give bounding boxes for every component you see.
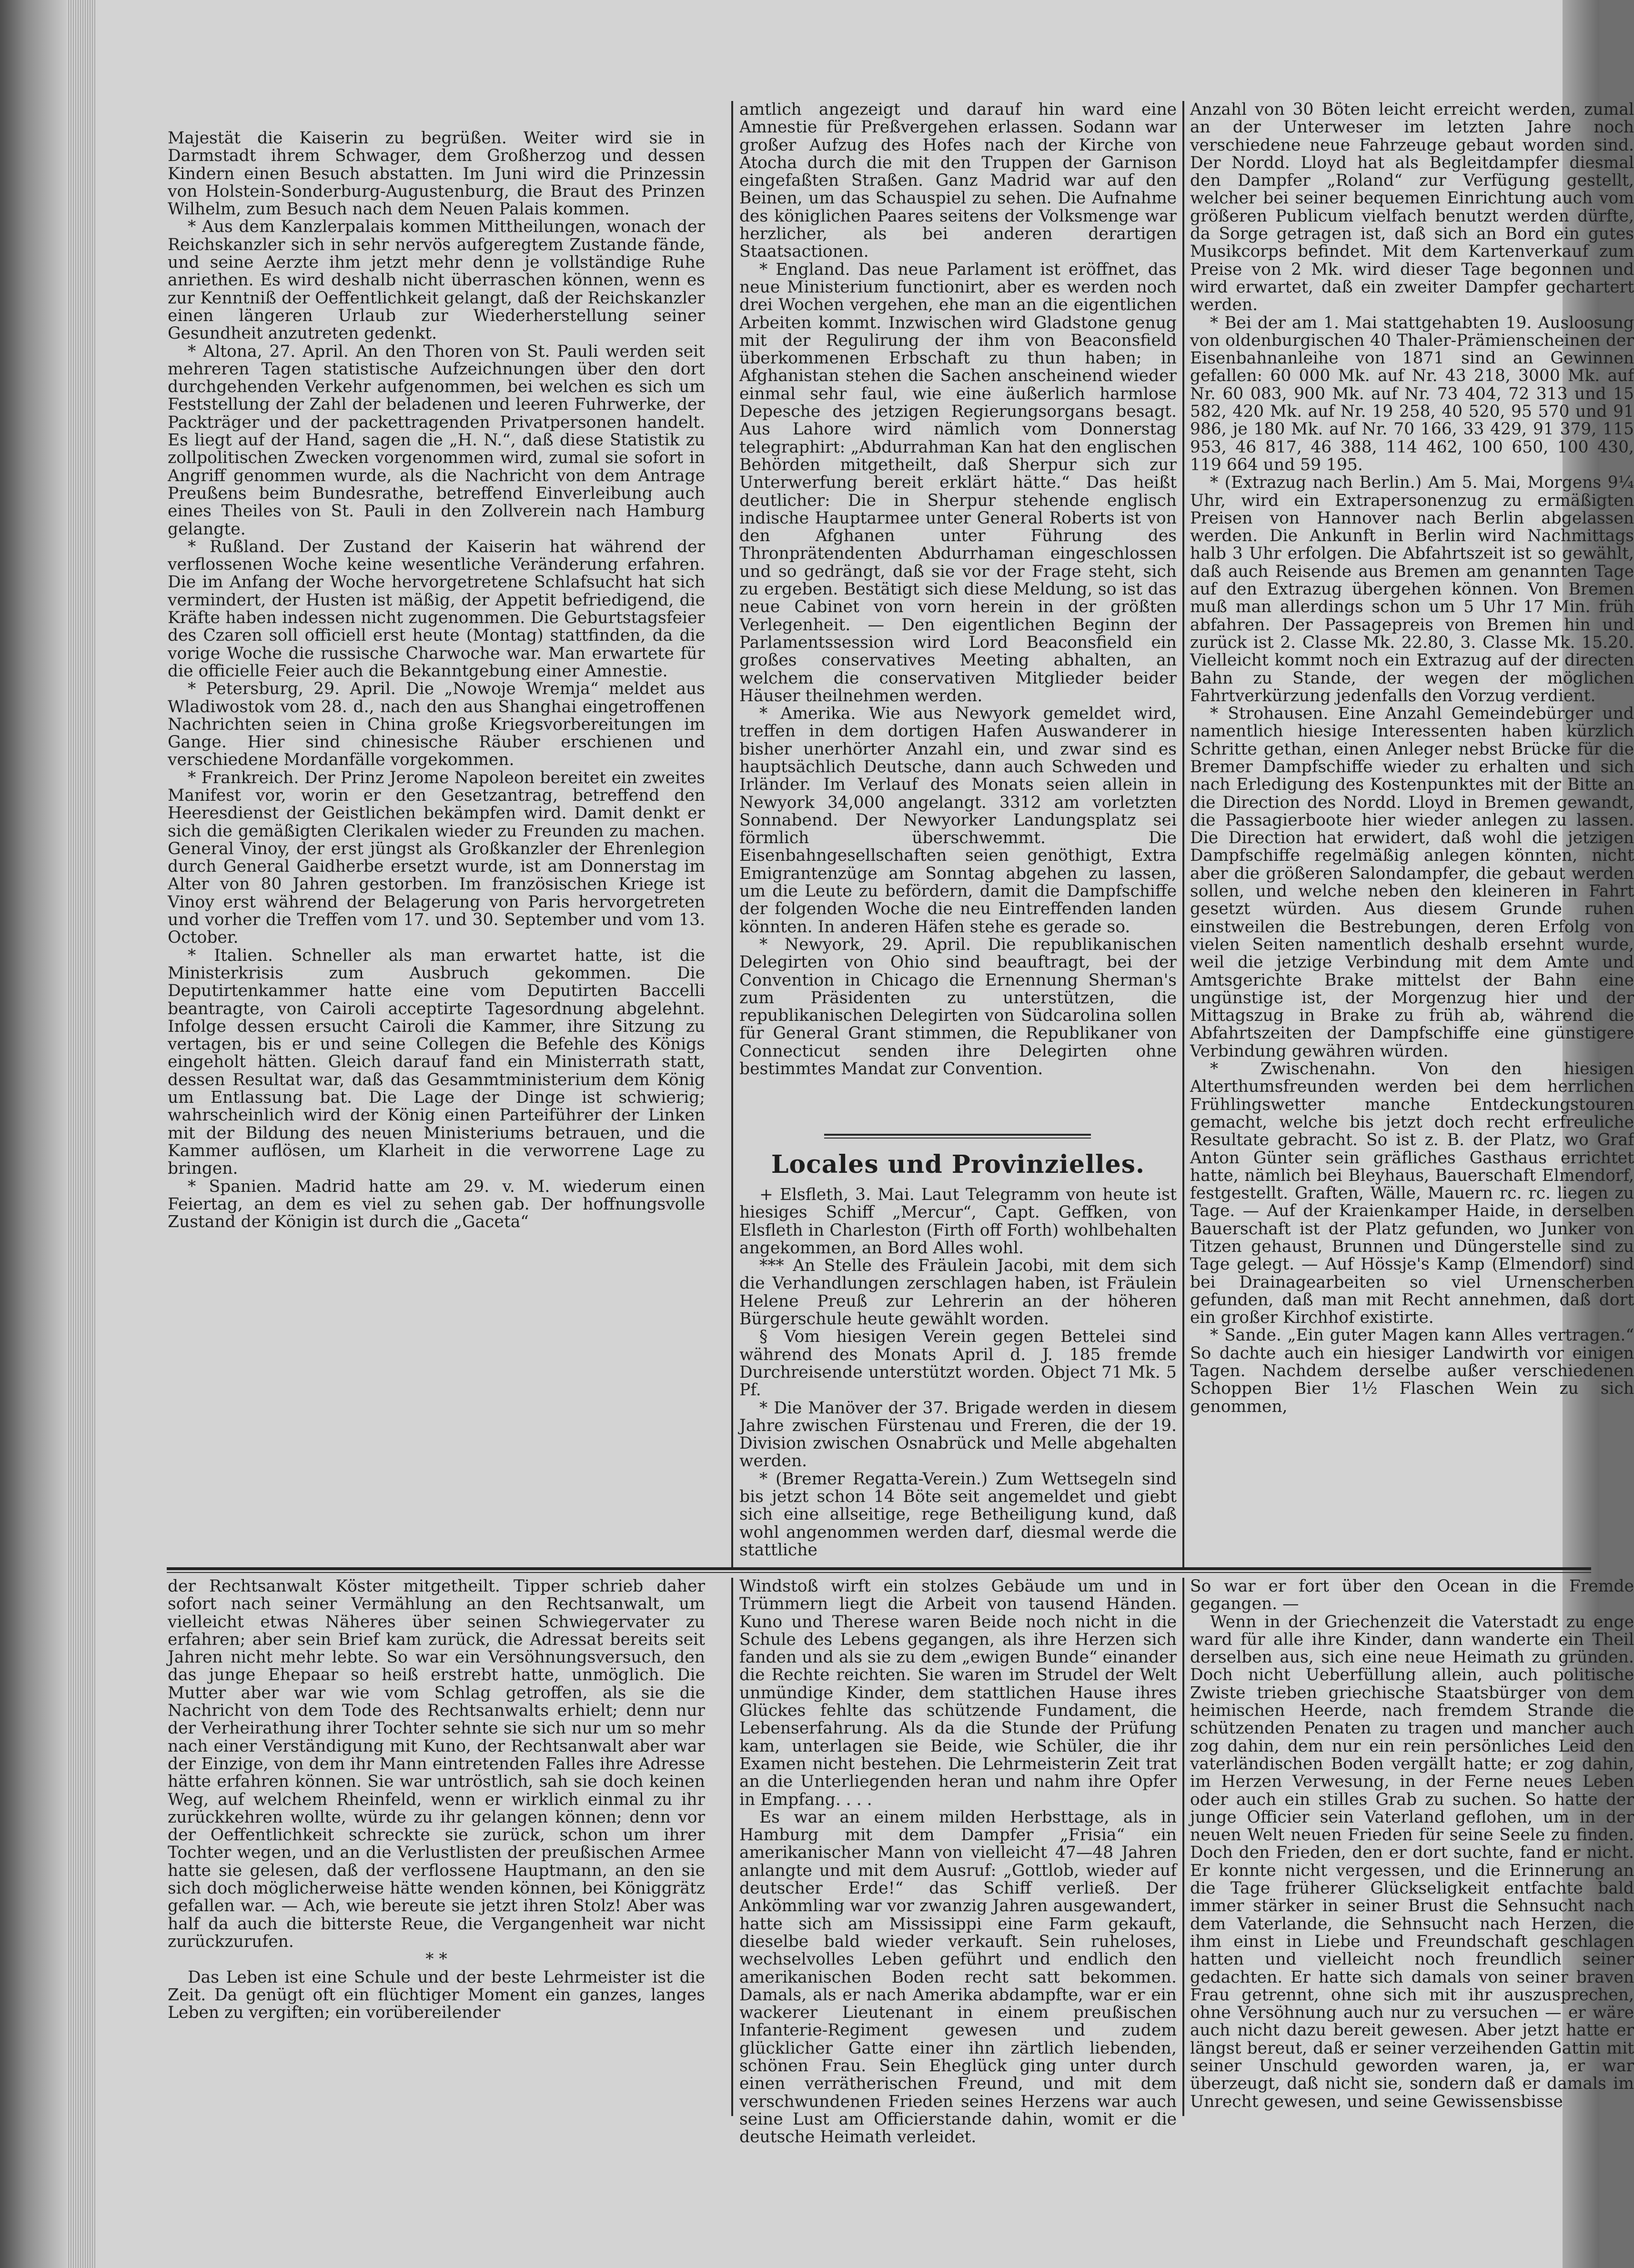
- article-paragraph: * Die Manöver der 37. Brigade werden in diesem Jahre zwischen Fürstenau und Freren, die der 19. Division zwischen Osnabrück und Melle abgehalten werden.: [739, 1398, 1177, 1471]
- article-paragraph: * England. Das neue Parlament ist eröffnet, das neue Ministerium functionirt, aber es werden noch drei Wochen vergehen, ehe man an die eigentlichen Arbeiten kommt. Inzwischen wird Gladstone genug mit der Regulirung der ihm von Beaconsfield überkommenen Erbschaft zu thun haben; in Afghanistan stehen die Sachen anscheinend wieder einmal sehr faul, wie eine äußerlich harmlose Depesche des jetzigen Regierungsorgans besagt. Aus Lahore wird nämlich vom Donnerstag telegraphirt: „Abdurrahman Kan hat den englischen Behörden mitgetheilt, daß Sherpur sich zur Unterwerfung bereit erklärt hätte.“ Das heißt deutlicher: Die in Sherpur stehende englisch indische Hauptarmee unter General Roberts ist von den Afghanen unter Führung des Thronprätendenten Abdurrhaman eingeschlossen und so gedrängt, daß sie vor der Frage steht, sich zu ergeben. Bestätigt sich diese Meldung, so ist das neue Cabinet von vorn herein in der größten Verlegenheit. — Den eigentlichen Beginn der Parlamentssession wird Lord Beaconsfield ein großes conservatives Meeting abhalten, an welchem die conservativen Mitglieder beider Häuser theilnehmen werden.: [739, 260, 1177, 706]
- column-rule: [731, 1578, 733, 2116]
- article-paragraph: * Rußland. Der Zustand der Kaiserin hat während der verflossenen Woche keine wesentliche Veränderung erfahren. Die im Anfang der Woche hervorgetretene Schlafsucht hat sich vermindert, der Husten ist mäßig, der Appetit befriedigend, die Kräfte haben indessen nicht zugenommen. Die Geburtstagsfeier des Czaren soll officiell erst heute (Montag) stattfinden, da die vorige Woche die russische Charwoche war. Man erwartete für die officielle Feier auch die Bekanntgebung einer Amnestie.: [168, 537, 705, 681]
- feuilleton-divider: [167, 1567, 1591, 1570]
- article-paragraph: * Frankreich. Der Prinz Jerome Napoleon bereitet ein zweites Manifest vor, worin er den Gesetzantrag, betreffend den Heeresdienst der Geistlichen bekämpfen wird. Damit denkt er sich die gemäßigten Clerikalen wieder zu Freunden zu machen. General Vinoy, der erst jüngst als Großkanzler der Ehrenlegion durch General Gaidherbe ersetzt wurde, ist am Donnerstag im Alter von 80 Jahren gestorben. Im französischen Kriege ist Vinoy erst während der Belagerung von Paris hervorgetreten und vorher die Treffen vom 17. und 30. September und vom 13. October.: [168, 768, 705, 948]
- column-rule: [1182, 101, 1184, 1568]
- story-paragraph: Wenn in der Griechenzeit die Vaterstadt zu enge ward für alle ihre Kinder, dann wanderte ein Theil derselben aus, sich eine neue Heimath zu gründen. Doch nicht Ueberfüllung allein, auch politische Zwiste trieben griechische Staatsbürger von dem heimischen Heerde, nach fremdem Strande die schützenden Penaten zu tragen und mancher auch zog dahin, dem nur ein rein persönliches Leid den vaterländischen Boden vergällt hatte; er zog dahin, im Herzen Verwesung, in der Ferne neues Leben oder auch ein stilles Grab zu suchen. So hatte der junge Officier sein Vaterland geflohen, um in der neuen Welt neuen Frieden für seine Seele zu finden. Doch den Frieden, den er dort suchte, fand er nicht. Er konnte nicht vergessen, und die Erinnerung an die Tage früherer Glückseligkeit entfachte bald immer stärker in seiner Brust die Sehnsucht nach dem Vaterlande, die Sehnsucht nach Herzen, die ihm einst in Liebe und Freundschaft geschlagen hatten und vielleicht noch freundlich seiner gedachten. Er hatte sich damals von seiner braven Frau getrennt, ohne sich mit ihr auszusprechen, ohne Versöhnung auch nur zu versuchen — er wäre auch nicht dazu bereit gewesen. Aber jetzt hatte er längst bereut, daß er seiner verzeihenden Gattin mit seiner Unschuld geworden waren, ja, er war überzeugt, daß nicht sie, sondern daß er damals im Unrecht gewesen, und seine Gewissensbisse: [1190, 1612, 1634, 2111]
- column-rule: [1182, 1578, 1184, 2116]
- article-paragraph: § Vom hiesigen Verein gegen Bettelei sind während des Monats April d. J. 185 fremde Durchreisende unterstützt worden. Object 71 Mk. 5 Pf.: [739, 1327, 1177, 1400]
- article-paragraph: Anzahl von 30 Böten leicht erreicht werden, zumal an der Unterweser im letzten Jahre noch verschiedene neue Fahrzeuge gebaut worden sind. Der Nordd. Lloyd hat als Begleitdampfer diesmal den Dampfer „Roland“ zur Verfügung gestellt, welcher bei seiner bequemen Einrichtung auch vom größeren Publicum vielfach benutzt werden dürfte, da Sorge getragen ist, daß sich an Bord ein gutes Musikcorps befindet. Mit dem Kartenverkauf zum Preise von 2 Mk. wird dieser Tage begonnen und wird erwartet, daß ein zweiter Dampfer gechartert werden.: [1190, 100, 1634, 315]
- feuilleton-column-3: [1190, 1578, 1634, 2116]
- article-paragraph: * Aus dem Kanzlerpalais kommen Mittheilungen, wonach der Reichskanzler sich in sehr nervös aufgeregtem Zustande fände, und seine Aerzte ihm jetzt mehr denn je vollständige Ruhe anriethen. Es wird deshalb nicht überraschen können, wenn es zur Kenntniß der Oeffentlichkeit gelangt, daß der Reichskanzler einen längeren Urlaub zur Wiederherstellung seiner Gesundheit anzutreten gedenkt.: [168, 217, 705, 343]
- article-paragraph: * Spanien. Madrid hatte am 29. v. M. wiederum einen Feiertag, an dem es viel zu sehen gab. Der hoffnungsvolle Zustand der Königin ist durch die „Gaceta“: [168, 1177, 705, 1232]
- article-paragraph: * Altona, 27. April. An den Thoren von St. Pauli werden seit mehreren Tagen statistische Aufzeichnungen über den dort durchgehenden Verkehr aufgenommen, bei welchen es sich um Feststellung der Zahl der beladenen und leeren Fuhrwerke, der Packträger und der packettragenden Privatpersonen handelt. Es liegt auf der Hand, sagen die „H. N.“, daß diese Statistik zu zollpolitischen Zwecken vorgenommen wird, zumal sie sofort in Angriff genommen wurde, als die Nachricht von dem Antrage Preußens beim Bundesrathe, betreffend Einverleibung auch eines Theiles von St. Pauli in den Zollverein nach Hamburg gelangte.: [168, 342, 705, 539]
- article-paragraph: * Strohausen. Eine Anzahl Gemeindebürger und namentlich hiesige Interessenten haben kürzlich Schritte gethan, einen Anleger nebst Brücke für die Bremer Dampfschiffe wieder zu erhalten und sich nach Erledigung des Kostenpunktes mit der Bitte an die Direction des Nordd. Lloyd in Bremen gewandt, die Passagierboote hier wieder anlegen zu lassen. Die Direction hat erwidert, daß wohl die jetzigen Dampfschiffe regelmäßig anlegen könnten, nicht aber die größeren Salondampfer, die gebaut werden sollen, und welche neben den kleineren in Fahrt gesetzt würden. Aus diesem Grunde ruhen einstweilen die Bestrebungen, deren Erfolg von vielen Seiten namentlich deshalb ersehnt wurde, weil die jetzige Verbindung mit dem Amte und Amtsgerichte Brake mittelst der Bahn eine ungünstige ist, der Morgenzug hier und der Mittagszug in Brake zu früh ab, während die Abfahrtszeiten der Dampfschiffe eine günstigere Verbindung gewähren würden.: [1190, 704, 1634, 1061]
- article-paragraph: * Amerika. Wie aus Newyork gemeldet wird, treffen in dem dortigen Hafen Auswanderer in bisher unerhörter Anzahl ein, und zwar sind es hauptsächlich Deutsche, dann auch Schweden und Irländer. Im Verlauf des Monats seien allein in Newyork 34,000 angelangt. 3312 am vorletzten Sonnabend. Der Newyorker Landungsplatz sei förmlich überschwemmt. Die Eisenbahngesellschaften seien genöthigt, Extra Emigrantenzüge am Sonntag abgehen zu lassen, um die Leute zu befördern, damit die Dampfschiffe der folgenden Woche die neu Eintreffenden landen könnten. In anderen Häfen stehe es gerade so.: [739, 704, 1177, 937]
- article-paragraph: * (Extrazug nach Berlin.) Am 5. Mai, Morgens 9¼ Uhr, wird ein Extrapersonenzug zu ermäßigten Preisen von Hannover nach Berlin abgelassen werden. Die Ankunft in Berlin wird Nachmittags halb 3 Uhr erfolgen. Die Abfahrtszeit ist so gewählt, daß auch Reisende aus Bremen am genannten Tage auf den Extrazug übergehen können. Von Bremen muß man allerdings schon um 5 Uhr 17 Min. früh abfahren. Der Passagepreis von Bremen hin und zurück ist 2. Classe Mk. 22.80, 3. Classe Mk. 15.20. Vielleicht kommt noch ein Extrazug auf der directen Bahn zu Stande, der wegen der möglichen Fahrtverkürzung jedenfalls den Vorzug verdient.: [1190, 473, 1634, 706]
- news-column-3: [1190, 101, 1634, 1564]
- article-paragraph: * Petersburg, 29. April. Die „Nowoje Wremja“ meldet aus Wladiwostok vom 28. d., nach den aus Shanghai eingetroffenen Nachrichten seien in China große Kriegsvorbereitungen im Gange. Hier sind chinesische Räuber erschienen und verschiedene Mordanfälle vorgekommen.: [168, 679, 705, 770]
- story-paragraph: der Rechtsanwalt Köster mitgetheilt. Tipper schrieb daher sofort nach seiner Vermählung an den Rechtsanwalt, um vielleicht etwas Näheres über seinen Schwiegervater zu erfahren; aber sein Brief kam zurück, die Adressat bereits seit Jahren nicht mehr lebte. So war ein Versöhnungsversuch, den das junge Ehepaar so heiß erstrebt hatte, unmöglich. Die Mutter aber war wie vom Schlag getroffen, als sie die Nachricht von dem Tode des Rechtsanwalts erhielt; denn nur der Verheirathung ihrer Tochter sehnte sie sich nur um so mehr nach einer Verständigung mit Kuno, der Rechtsanwalt aber war der Einzige, von dem ihr Mann eintretenden Falles ihre Adresse hätte erfahren können. Sie war untröstlich, sah sie doch keinen Weg, auf welchem Rheinfeld, wenn er wirklich einmal zu ihr zurückkehren wollte, würde zu ihr gelangen können; denn vor der Oeffentlichkeit schreckte sie zurück, schon um ihrer Tochter wegen, und an die Verlustlisten der preußischen Armee hatte sie gelesen, daß der verflossene Hauptmann, an den sie sich doch möglicherweise hätte wenden können, bei Königgrätz gefallen war. — Ach, wie bereute sie jetzt ihren Stolz! Aber was half da auch die bitterste Reue, die Vergangenheit war nicht zurückzurufen.: [168, 1577, 705, 1951]
- article-paragraph: + Elsfleth, 3. Mai. Laut Telegramm von heute ist hiesiges Schiff „Mercur“, Capt. Geffken, von Elsfleth in Charleston (Firth off Forth) wohlbehalten angekommen, an Bord Alles wohl.: [739, 1185, 1177, 1258]
- newspaper-page: [95, 0, 1634, 2268]
- story-paragraph: Das Leben ist eine Schule und der beste Lehrmeister ist die Zeit. Da genügt oft ein flüchtiger Moment ein ganzes, langes Leben zu vergiften; ein vorübereilender: [168, 1967, 705, 2023]
- story-paragraph: So war er fort über den Ocean in die Fremde gegangen. —: [1190, 1577, 1634, 1614]
- article-paragraph: * Zwischenahn. Von den hiesigen Alterthumsfreunden werden bei dem herrlichen Frühlingswetter manche Entdeckungstouren gemacht, welche bis jetzt doch recht erfreuliche Resultate gebracht. So ist z. B. der Platz, wo Graf Anton Günter sein gräfliches Gasthaus errichtet hatte, nämlich bei Bleyhaus, Bauerschaft Elmendorf, festgestellt. Graften, Wälle, Mauern rc. rc. liegen zu Tage. — Auf der Kraienkamper Haide, in derselben Bauerschaft ist der Platz gefunden, wo Junker von Titzen gehaust, Brunnen und Düngerstelle sind zu Tage gelegt. — Auf Hössje's Kamp (Elmendorf) sind bei Drainagearbeiten so viel Urnenscherben gefunden, daß man mit Recht annehmen, daß dort ein großer Kirchhof existirte.: [1190, 1059, 1634, 1328]
- article-paragraph: * Bei der am 1. Mai stattgehabten 19. Ausloosung von oldenburgischen 40 Thaler-Prämienscheinen der Eisenbahnanleihe von 1871 sind an Gewinnen gefallen: 60 000 Mk. auf Nr. 43 218, 3000 Mk. auf Nr. 60 083, 900 Mk. auf Nr. 73 404, 72 313 und 15 582, 420 Mk. auf Nr. 19 258, 40 520, 95 570 und 91 986, je 180 Mk. auf Nr. 70 166, 33 429, 91 379, 115 953, 46 817, 46 388, 114 462, 100 650, 100 430, 119 664 und 59 195.: [1190, 313, 1634, 474]
- article-paragraph: amtlich angezeigt und darauf hin ward eine Amnestie für Preßvergehen erlassen. Sodann war großer Aufzug des Hofes nach der Kirche von Atocha durch die mit den Truppen der Garnison eingefaßten Straßen. Ganz Madrid war auf den Beinen, um das Schauspiel zu sehen. Die Aufnahme des königlichen Paares seitens der Volksmenge war herzlicher, als bei anderen derartigen Staatsactionen.: [739, 100, 1177, 262]
- asterism: * *: [425, 1950, 447, 1969]
- section-heading: Locales und Provinzielles.: [771, 1150, 1145, 1179]
- news-column-2: [739, 101, 1177, 1120]
- article-paragraph: *** An Stelle des Fräulein Jacobi, mit dem sich die Verhandlungen zerschlagen haben, ist Fräulein Helene Preuß zur Lehrerin an der höheren Bürgerschule heute gewählt worden.: [739, 1256, 1177, 1329]
- section-divider: [824, 1134, 1091, 1136]
- feuilleton-divider: [167, 1572, 1591, 1573]
- local-news-column: [739, 1186, 1177, 1567]
- column-rule: [731, 101, 733, 1568]
- book-spine: [0, 0, 67, 2268]
- article-paragraph: * (Bremer Regatta-Verein.) Zum Wettsegeln sind bis jetzt schon 14 Böte seit angemeldet und giebt sich eine allseitige, rege Betheiligung kund, daß wohl angenommen werden darf, diesmal werde die stattliche: [739, 1469, 1177, 1560]
- feuilleton-column-1: [168, 1578, 705, 2116]
- feuilleton-column-2: [739, 1577, 1177, 2147]
- article-paragraph: * Sande. „Ein guter Magen kann Alles vertragen.“ So dachte auch ein hiesiger Landwirth vor einigen Tagen. Nachdem derselbe außer verschiedenen Schoppen Bier 1½ Flaschen Wein zu sich genommen,: [1190, 1326, 1634, 1416]
- story-paragraph: Es war an einem milden Herbsttage, als in Hamburg mit dem Dampfer „Frisia“ ein amerikanischer Mann von vielleicht 47—48 Jahren anlangte und mit dem Ausruf: „Gottlob, wieder auf deutscher Erde!“ das Schiff verließ. Der Ankömmling war vor zwanzig Jahren ausgewandert, hatte sich am Mississippi eine Farm gekauft, dieselbe bald wieder verkauft. Sein ruheloses, wechselvolles Leben geführt und endlich den amerikanischen Boden recht satt bekommen. Damals, als er nach Amerika abdampfte, war er ein wackerer Lieutenant in einem preußischen Infanterie-Regiment gewesen und zudem glücklicher Gatte einer ihn zärtlich liebenden, schönen Frau. Sein Eheglück ging unter durch einen verrätherischen Freund, und mit dem verschwundenen Frieden seines Herzens war auch seine Lust am Officierstande dahin, womit er die deutsche Heimath verleidet.: [739, 1807, 1177, 2147]
- article-paragraph: * Italien. Schneller als man erwartet hatte, ist die Ministerkrisis zum Ausbruch gekommen. Die Deputirtenkammer hatte eine vom Deputirten Baccelli beantragte, von Cairoli acceptirte Tagesordnung abgelehnt. Infolge dessen ersucht Cairoli die Kammer, ihre Sitzung zu vertagen, bis er und seine Collegen die Befehle des Königs eingeholt hätten. Gleich darauf fand ein Ministerrath statt, dessen Resultat war, daß das Gesammtministerium dem König um Entlassung bat. Die Lage der Dinge ist schwierig; wahrscheinlich wird der König einen Parteiführer der Linken mit der Bildung des neuen Ministeriums betrauen, und die Kammer auflösen, um Klarheit in die verworrene Lage zu bringen.: [168, 946, 705, 1179]
- section-divider: [824, 1138, 1091, 1139]
- article-paragraph: * Newyork, 29. April. Die republikanischen Delegirten von Ohio sind beauftragt, bei der Convention in Chicago die Ernennung Sherman's zum Präsidenten zu unterstützen, die republikanischen Delegirten von Südcarolina sollen für General Grant stimmen, die Republikaner von Connecticut senden ihre Delegirten ohne bestimmtes Mandat zur Convention.: [739, 935, 1177, 1079]
- article-paragraph: Majestät die Kaiserin zu begrüßen. Weiter wird sie in Darmstadt ihrem Schwager, dem Großherzog und dessen Kindern einen Besuch abstatten. Im Juni wird die Prinzessin von Holstein-Sonderburg-Augustenburg, die Braut des Prinzen Wilhelm, zum Besuch nach dem Neuen Palais kommen.: [168, 129, 705, 219]
- story-paragraph: Windstoß wirft ein stolzes Gebäude um und in Trümmern liegt die Arbeit von tausend Händen. Kuno und Therese waren Beide noch nicht in die Schule des Lebens gegangen, als ihre Herzen sich fanden und als sie zu dem „ewigen Bunde“ einander die Rechte reichten. Sie waren im Strudel der Welt unmündige Kinder, dem stattlichen Hause ihres Glückes fehlte das schützende Fundament, die Lebenserfahrung. Als da die Stunde der Prüfung kam, unterlagen sie Beide, wie Schüler, die ihr Examen nicht bestehen. Die Lehrmeisterin Zeit trat an die Unterliegenden heran und nahm ihre Opfer in Empfang. . . .: [739, 1577, 1177, 1809]
- news-column-1: [168, 130, 705, 1564]
